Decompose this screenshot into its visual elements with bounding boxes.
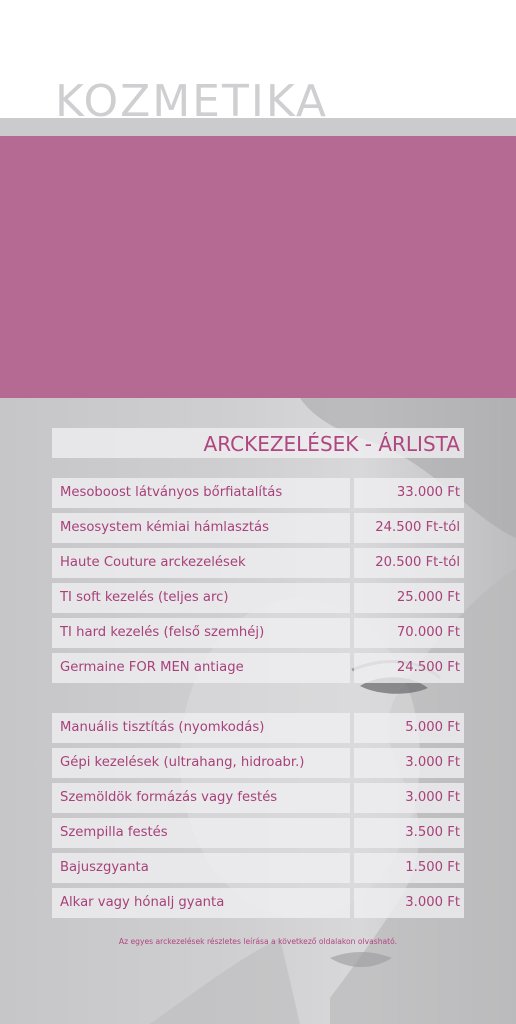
price-list-heading: ARCKEZELÉSEK - ÁRLISTA xyxy=(203,432,460,456)
treatment-price: 24.500 Ft-tól xyxy=(354,513,464,543)
page-title: KOZMETIKA xyxy=(55,76,329,127)
treatment-price: 1.500 Ft xyxy=(354,853,464,883)
treatment-price: 3.500 Ft xyxy=(354,818,464,848)
treatment-name: Manuális tisztítás (nyomkodás) xyxy=(52,713,350,743)
price-row xyxy=(52,748,464,778)
treatment-name: Haute Couture arckezelések xyxy=(52,548,350,578)
price-row xyxy=(52,653,464,683)
treatment-name: Mesosystem kémiai hámlasztás xyxy=(52,513,350,543)
price-row xyxy=(52,713,464,743)
treatment-name: Szemöldök formázás vagy festés xyxy=(52,783,350,813)
treatment-price: 3.000 Ft xyxy=(354,888,464,918)
accent-color-block xyxy=(0,136,516,398)
price-row xyxy=(52,478,464,508)
treatment-price: 70.000 Ft xyxy=(354,618,464,648)
treatment-name: Alkar vagy hónalj gyanta xyxy=(52,888,350,918)
treatment-name: Gépi kezelések (ultrahang, hidroabr.) xyxy=(52,748,350,778)
price-row xyxy=(52,818,464,848)
treatment-name: Germaine FOR MEN antiage xyxy=(52,653,350,683)
price-list-header xyxy=(52,428,464,458)
price-row xyxy=(52,583,464,613)
treatment-name: TI soft kezelés (teljes arc) xyxy=(52,583,350,613)
treatment-name: TI hard kezelés (felső szemhéj) xyxy=(52,618,350,648)
treatment-name: Mesoboost látványos bőrfiatalítás xyxy=(52,478,350,508)
price-row xyxy=(52,888,464,918)
treatment-price: 24.500 Ft xyxy=(354,653,464,683)
treatment-price: 25.000 Ft xyxy=(354,583,464,613)
price-row xyxy=(52,853,464,883)
price-row xyxy=(52,513,464,543)
treatment-price: 3.000 Ft xyxy=(354,783,464,813)
price-row xyxy=(52,548,464,578)
footnote: Az egyes arckezelések részletes leírása a következő oldalakon olvasható. xyxy=(118,937,398,946)
price-row xyxy=(52,783,464,813)
treatment-name: Bajuszgyanta xyxy=(52,853,350,883)
treatment-price: 20.500 Ft-tól xyxy=(354,548,464,578)
treatment-price: 5.000 Ft xyxy=(354,713,464,743)
treatment-price: 3.000 Ft xyxy=(354,748,464,778)
treatment-name: Szempilla festés xyxy=(52,818,350,848)
treatment-price: 33.000 Ft xyxy=(354,478,464,508)
price-row xyxy=(52,618,464,648)
